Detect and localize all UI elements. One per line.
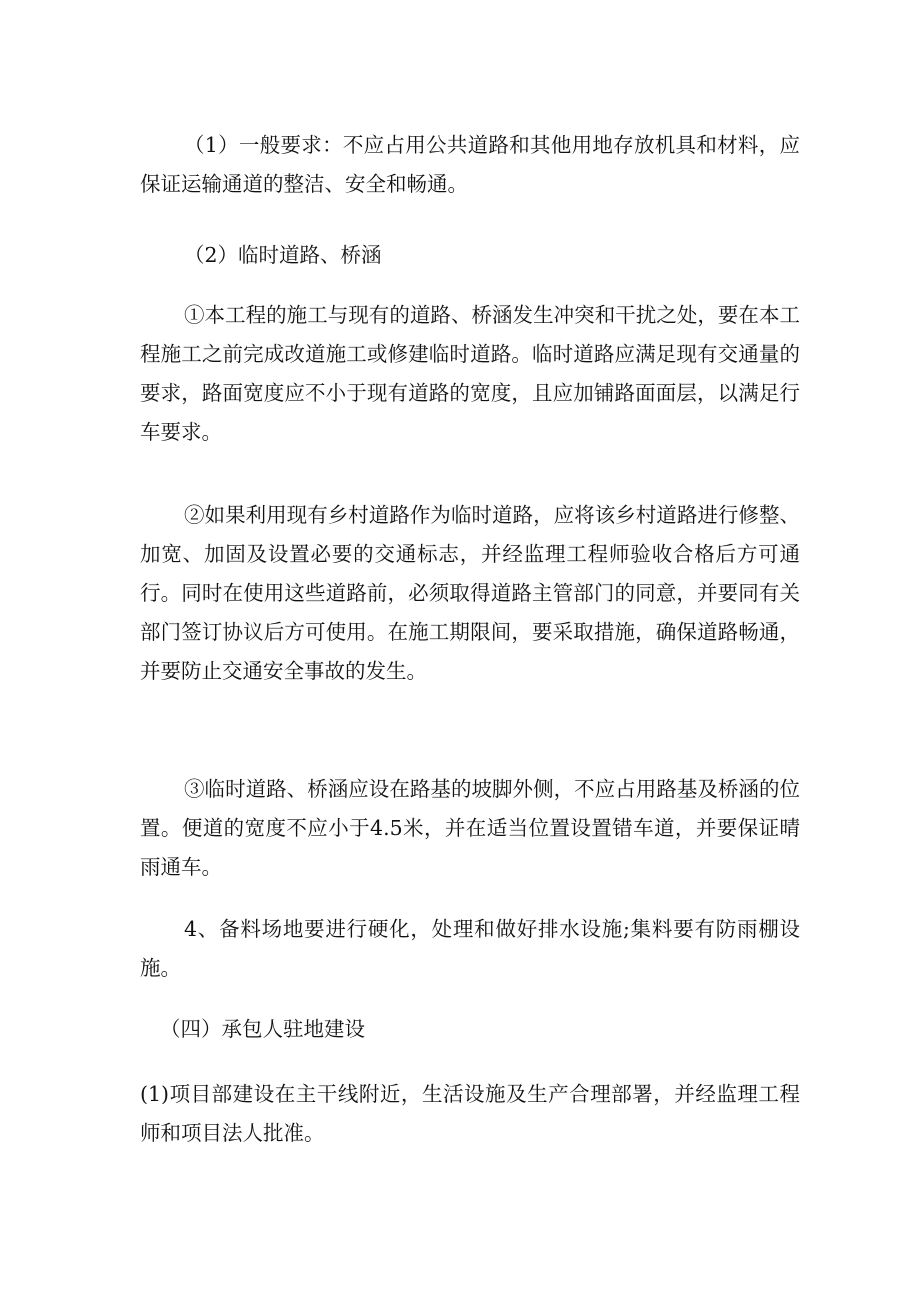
heading-temporary-roads-bridges: （2）临时道路、桥涵: [184, 243, 382, 267]
paragraph-section-4-item-1: (1)项目部建设在主干线附近，生活设施及生产合理部署，并经监理工程师和项目法人批准。: [140, 1082, 800, 1145]
paragraph-item-4: 4、备料场地要进行硬化，处理和做好排水设施;集料要有防雨棚设施。: [140, 917, 800, 980]
heading-contractor-site-construction: （四）承包人驻地建设: [160, 1017, 365, 1041]
paragraph-item-3: ③临时道路、桥涵应设在路基的坡脚外侧，不应占用路基及桥涵的位置。便道的宽度不应小于4.5米，并在适当位置设置错车道，并要保证晴雨通车。: [140, 777, 800, 879]
paragraph-general-requirements: （1）一般要求：不应占用公共道路和其他用地存放机具和材料，应保证运输通道的整洁、安全和畅通。: [140, 133, 800, 196]
paragraph-item-2: ②如果利用现有乡村道路作为临时道路，应将该乡村道路进行修整、加宽、加固及设置必要的交通标志，并经监理工程师验收合格后方可通行。同时在使用这些道路前，必须取得道路主管部门的同意，并要同有关部门签订协议后方可使用。在施工期限间，要采取措施，确保道路畅通，并要防止交通安全事故的发生。: [140, 503, 800, 683]
paragraph-item-1: ①本工程的施工与现有的道路、桥涵发生冲突和干扰之处，要在本工程施工之前完成改道施工或修建临时道路。临时道路应满足现有交通量的要求，路面宽度应不小于现有道路的宽度，且应加铺路面面层，以满足行车要求。: [140, 303, 800, 444]
